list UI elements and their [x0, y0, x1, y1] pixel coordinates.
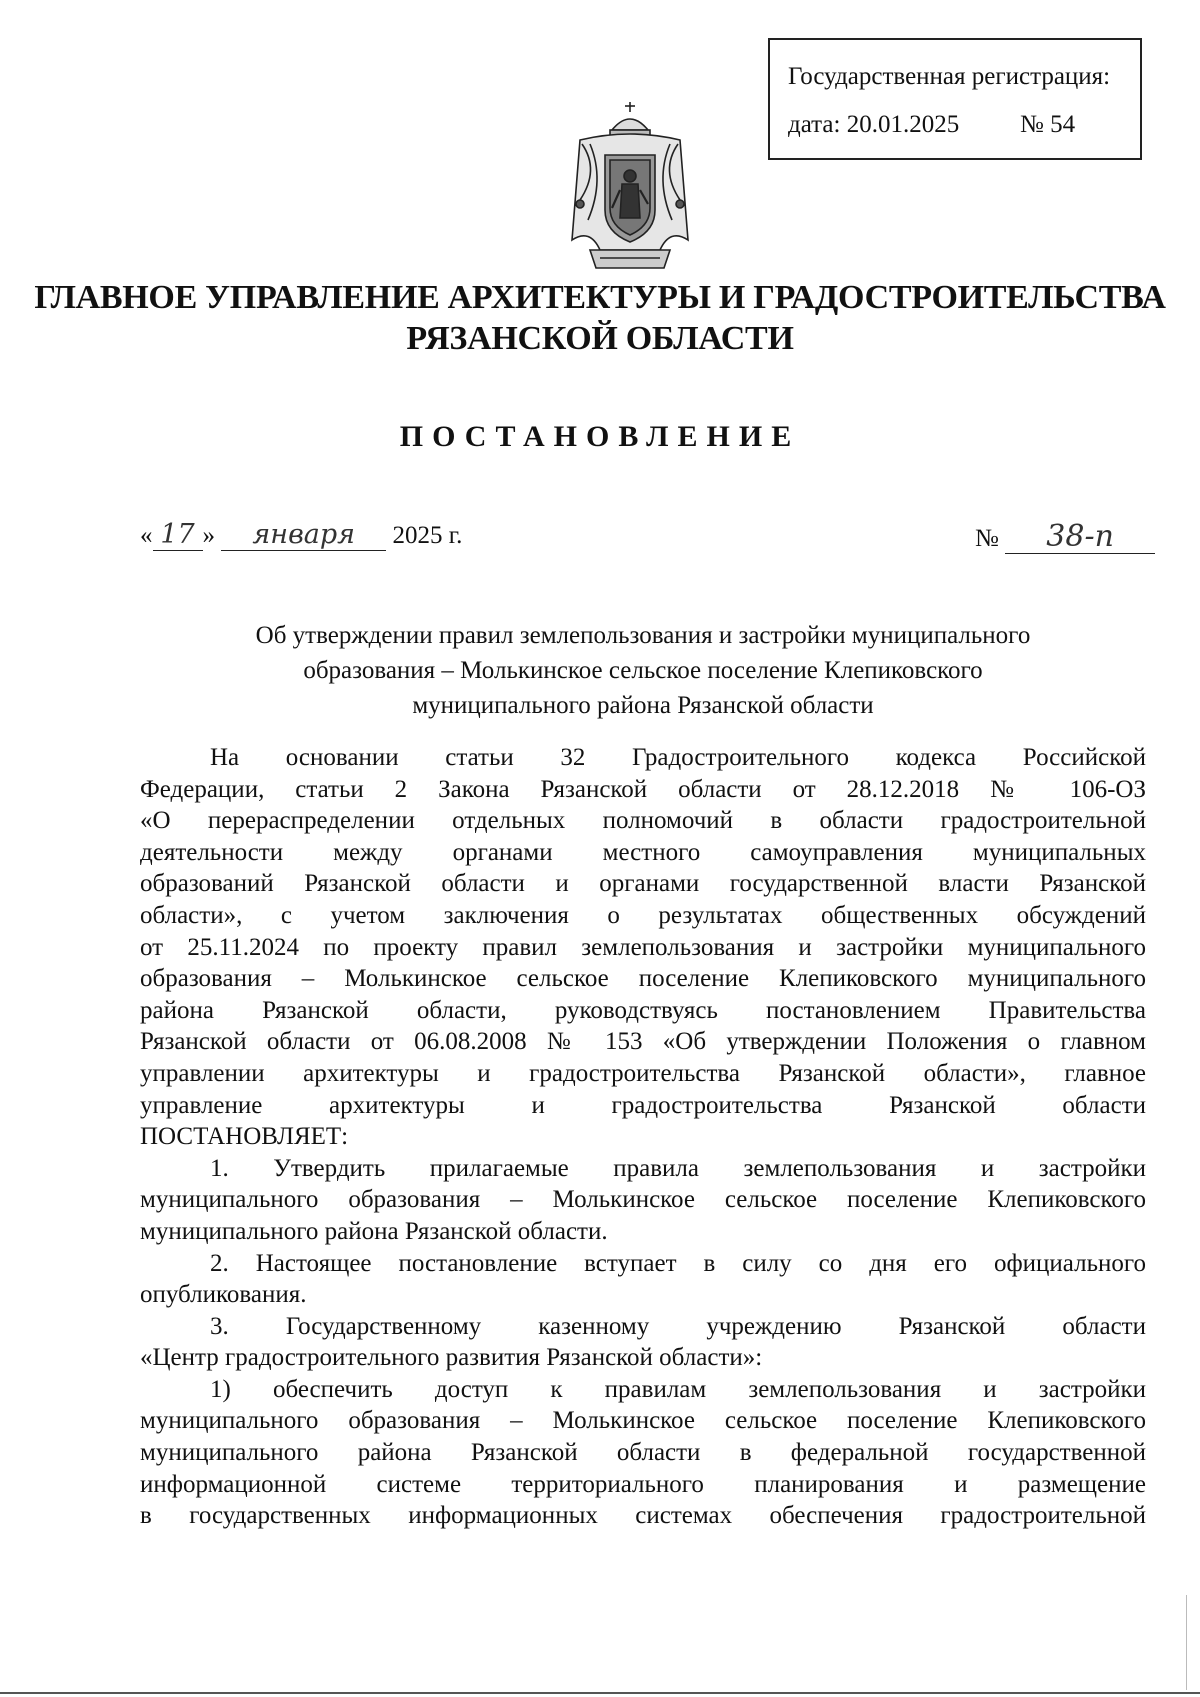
- item-3-line: «Центр градостроительного развития Рязанской области»:: [140, 1344, 763, 1372]
- page-bottom-edge: [0, 1692, 1200, 1694]
- body-line: Федерации, статьи 2 Закона Рязанской области от 28.12.2018 № 106-ОЗ: [140, 775, 1146, 803]
- subject-line-3: муниципального района Рязанской области: [412, 692, 874, 719]
- registration-stamp: [768, 38, 1142, 160]
- registration-date: дата: 20.01.2025: [788, 111, 960, 138]
- body-line: образований Рязанской области и органами государственной власти Рязанской: [140, 870, 1146, 898]
- document-date: [140, 520, 462, 551]
- organization-title-line-1: ГЛАВНОЕ УПРАВЛЕНИЕ АРХИТЕКТУРЫ И ГРАДОСТРОИТЕЛЬСТВА: [34, 279, 1166, 316]
- organization-title: [0, 278, 1200, 360]
- body-line: управлении архитектуры и градостроительства Рязанской области», главное: [140, 1059, 1146, 1087]
- date-open-quote: «: [140, 522, 153, 549]
- item-3-1-line: муниципального образования – Молькинское сельское поселение Клепиковского: [140, 1407, 1146, 1435]
- registration-title: Государственная регистрация:: [788, 63, 1111, 90]
- date-year: 2025 г.: [392, 522, 463, 549]
- ryazan-coat-of-arms-icon: [560, 100, 700, 275]
- item-3-1-line: 1) обеспечить доступ к правилам землепользования и застройки: [210, 1375, 1146, 1403]
- date-close-quote: »: [202, 522, 215, 549]
- registration-number: № 54: [1020, 111, 1076, 138]
- item-3-1-line: в государственных информационных системах обеспечения градостроительной: [140, 1502, 1146, 1530]
- body-line: управление архитектуры и градостроительства Рязанской области: [140, 1091, 1146, 1119]
- item-3-1-line: информационной системе территориального планирования и размещение: [140, 1470, 1146, 1498]
- body-line: «О перераспределении отдельных полномочий в области градостроительной: [140, 807, 1146, 835]
- item-2-line: опубликования.: [140, 1281, 307, 1309]
- item-3-1-line: муниципального района Рязанской области в федеральной государственной: [140, 1439, 1146, 1467]
- handwritten-day: 17: [153, 520, 203, 551]
- document-number: [975, 520, 1155, 554]
- item-1-line: муниципального образования – Молькинское сельское поселение Клепиковского: [140, 1186, 1146, 1214]
- document-body: [140, 742, 1146, 1532]
- organization-title-line-2: РЯЗАНСКОЙ ОБЛАСТИ: [406, 319, 794, 357]
- item-3-line: 3. Государственному казенному учреждению Рязанской области: [210, 1312, 1146, 1340]
- body-line: от 25.11.2024 по проекту правил землепользования и застройки муниципального: [140, 933, 1146, 961]
- item-1-line: муниципального района Рязанской области.: [140, 1217, 608, 1245]
- item-1-line: 1. Утвердить прилагаемые правила землепользования и застройки: [210, 1154, 1146, 1182]
- body-line: На основании статьи 32 Градостроительного кодекса Российской: [210, 744, 1146, 771]
- document-subject: [140, 618, 1146, 723]
- handwritten-month: января: [221, 520, 386, 551]
- item-2-line: 2. Настоящее постановление вступает в силу со дня его официального: [210, 1249, 1146, 1277]
- document-type-heading: ПОСТАНОВЛЕНИЕ: [399, 420, 801, 453]
- body-line: деятельности между органами местного самоуправления муниципальных: [140, 838, 1146, 866]
- handwritten-number: 38-п: [1005, 520, 1155, 554]
- scan-edge-mark: [1186, 1595, 1187, 1690]
- body-line-decree: ПОСТАНОВЛЯЕТ:: [140, 1123, 349, 1151]
- subject-line-2: образования – Молькинское сельское поселение Клепиковского: [303, 657, 983, 684]
- body-line: области», с учетом заключения о результатах общественных обсуждений: [140, 901, 1146, 929]
- number-label: №: [975, 525, 999, 552]
- body-line: Рязанской области от 06.08.2008 № 153 «Об утверждении Положения о главном: [140, 1028, 1146, 1056]
- subject-line-1: Об утверждении правил землепользования и застройки муниципального: [255, 622, 1031, 649]
- body-line: района Рязанской области, руководствуясь постановлением Правительства: [140, 996, 1146, 1024]
- body-line: образования – Молькинское сельское поселение Клепиковского муниципального: [140, 965, 1146, 993]
